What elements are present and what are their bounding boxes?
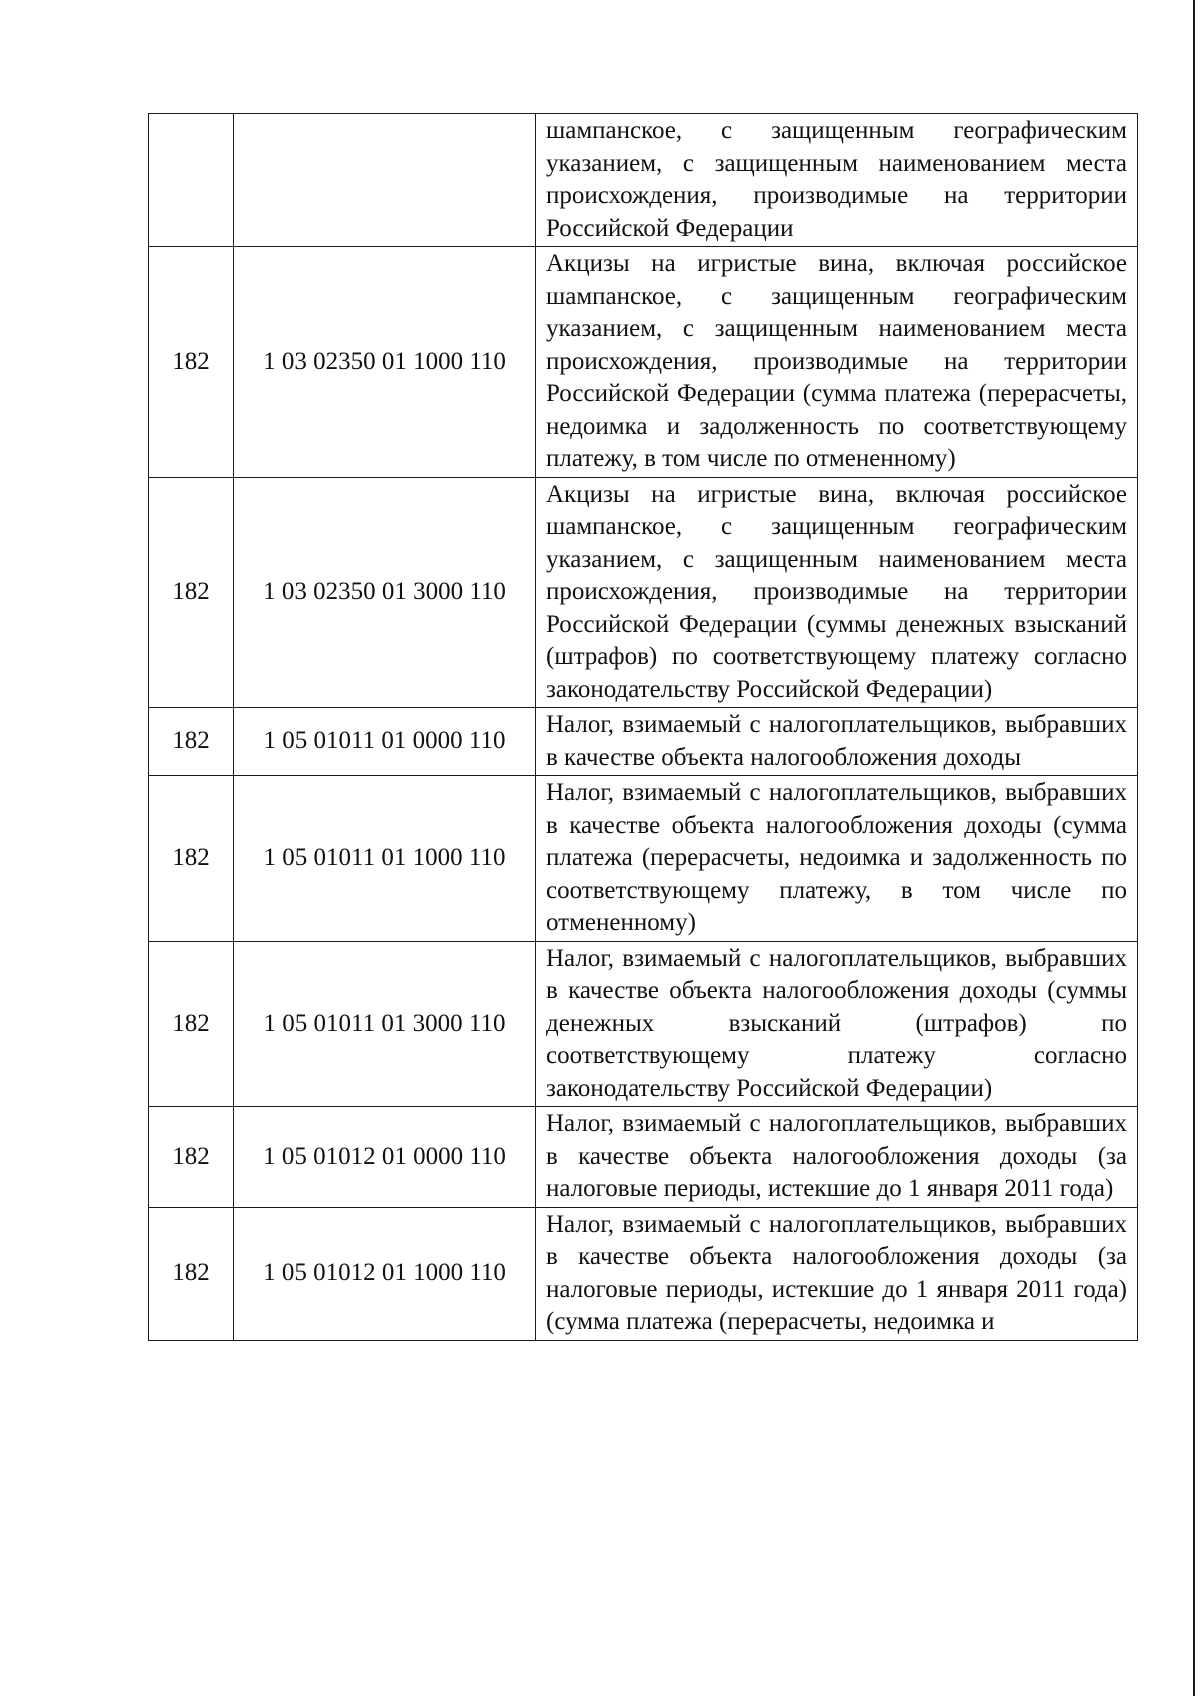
admin-code-cell: 182 bbox=[149, 1207, 234, 1340]
description-text: Налог, взимаемый с налогоплательщиков, выбравших в качестве объекта налогообложения доходы (за налоговые периоды, истекшие до 1 января 2011 года) bbox=[546, 1110, 1127, 1202]
admin-code-cell: 182 bbox=[149, 941, 234, 1107]
admin-code-cell: 182 bbox=[149, 708, 234, 776]
table-row bbox=[149, 708, 1138, 776]
description-cell bbox=[536, 247, 1138, 478]
description-text: Налог, взимаемый с налогоплательщиков, выбравших в качестве объекта налогообложения доходы (за налоговые периоды, истекшие до 1 января 2011 года) (сумма платежа (перерасчеты, недоимка и bbox=[546, 1210, 1127, 1335]
description-text: шампанское, с защищенным географическим указанием, с защищенным наименованием места происхождения, производимые на территории Российской Федерации bbox=[546, 117, 1127, 242]
table-row bbox=[149, 247, 1138, 478]
description-cell bbox=[536, 1207, 1138, 1340]
budget-codes-table bbox=[148, 113, 1138, 1341]
admin-code-cell: 182 bbox=[149, 1107, 234, 1208]
description-cell bbox=[536, 477, 1138, 708]
admin-code-cell: 182 bbox=[149, 247, 234, 478]
kbk-code-cell bbox=[234, 114, 536, 247]
description-cell bbox=[536, 941, 1138, 1107]
description-cell bbox=[536, 114, 1138, 247]
description-cell bbox=[536, 776, 1138, 942]
table-row bbox=[149, 1207, 1138, 1340]
table-row bbox=[149, 114, 1138, 247]
kbk-code-cell: 1 05 01012 01 0000 110 bbox=[234, 1107, 536, 1208]
table-row bbox=[149, 477, 1138, 708]
kbk-code-cell: 1 05 01011 01 3000 110 bbox=[234, 941, 536, 1107]
admin-code-cell: 182 bbox=[149, 477, 234, 708]
table-row bbox=[149, 941, 1138, 1107]
kbk-code-cell: 1 05 01011 01 0000 110 bbox=[234, 708, 536, 776]
admin-code-cell bbox=[149, 114, 234, 247]
kbk-code-cell: 1 03 02350 01 1000 110 bbox=[234, 247, 536, 478]
description-text: Налог, взимаемый с налогоплательщиков, выбравших в качестве объекта налогообложения доходы bbox=[546, 711, 1127, 771]
description-cell bbox=[536, 708, 1138, 776]
admin-code-cell: 182 bbox=[149, 776, 234, 942]
kbk-code-cell: 1 05 01012 01 1000 110 bbox=[234, 1207, 536, 1340]
table-row bbox=[149, 776, 1138, 942]
description-text: Налог, взимаемый с налогоплательщиков, выбравших в качестве объекта налогообложения доходы (сумма платежа (перерасчеты, недоимка и задолженность по соответствующему платежу, в том числе по отмененному) bbox=[546, 779, 1127, 936]
kbk-code-cell: 1 05 01011 01 1000 110 bbox=[234, 776, 536, 942]
description-text: Налог, взимаемый с налогоплательщиков, выбравших в качестве объекта налогообложения доходы (суммы денежных взысканий (штрафов) по соответствующему платежу согласно законодательству Российской Федерации) bbox=[546, 944, 1127, 1102]
description-text: Акцизы на игристые вина, включая российское шампанское, с защищенным географическим указанием, с защищенным наименованием места происхождения, производимые на территории Российской Федерации (сумма платежа (перерасчеты, недоимка и задолженность по соответствующему платежу, в том числе по отмененному) bbox=[546, 250, 1127, 472]
description-text: Акцизы на игристые вина, включая российское шампанское, с защищенным географическим указанием, с защищенным наименованием места происхождения, производимые на территории Российской Федерации (суммы денежных взысканий (штрафов) по соответствующему платежу согласно законодательству Российской Федерации) bbox=[546, 480, 1127, 703]
description-cell bbox=[536, 1107, 1138, 1208]
page-edge-line bbox=[1193, 0, 1195, 1696]
table-row bbox=[149, 1107, 1138, 1208]
kbk-code-cell: 1 03 02350 01 3000 110 bbox=[234, 477, 536, 708]
